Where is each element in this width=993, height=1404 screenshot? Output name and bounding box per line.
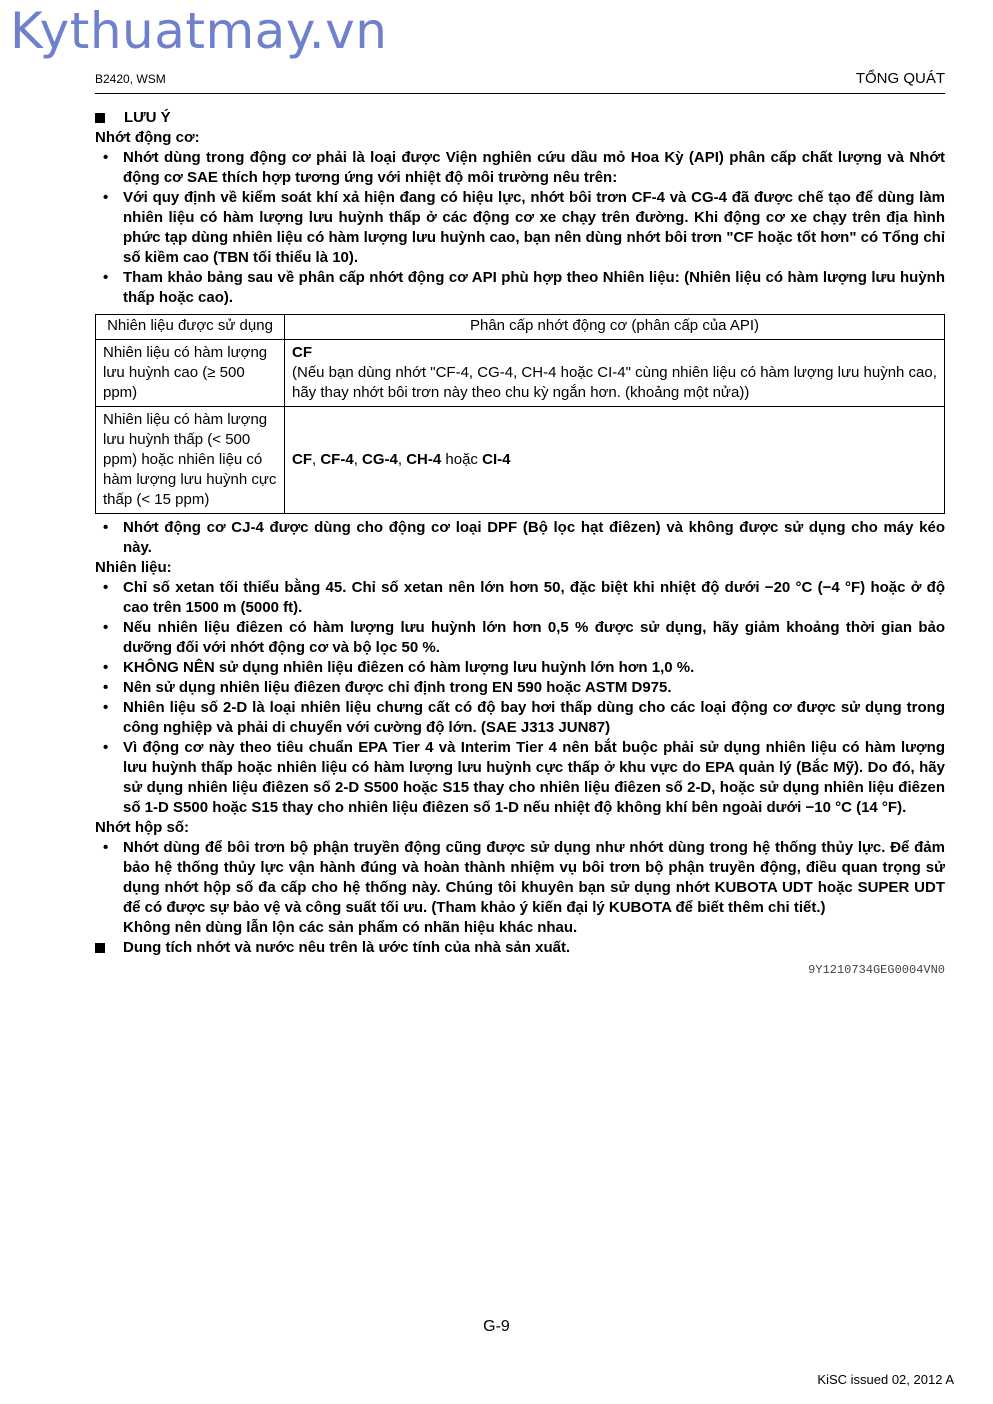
list-item: • Nên sử dụng nhiên liệu điêzen được chỉ định trong EN 590 hoặc ASTM D975. bbox=[103, 679, 672, 696]
page-number: G-9 bbox=[483, 1318, 510, 1335]
list-item: • Nhớt động cơ CJ-4 được dùng cho động cơ loại DPF (Bộ lọc hạt điêzen) và không được sử dụng cho máy kéo này. bbox=[103, 519, 945, 556]
transmission-oil-label: Nhớt hộp số: bbox=[95, 819, 189, 836]
note-heading bbox=[95, 108, 945, 128]
header-model: B2420, WSM bbox=[95, 72, 166, 86]
square-bullet-icon bbox=[95, 113, 105, 123]
table-cell-fuel: Nhiên liệu có hàm lượng lưu huỳnh thấp (< 500 ppm) hoặc nhiên liệu có hàm lượng lưu huỳnh cực thấp (< 15 ppm) bbox=[96, 407, 285, 514]
table-cell-fuel: Nhiên liệu có hàm lượng lưu huỳnh cao (≥ 500 ppm) bbox=[96, 340, 285, 407]
table-header-row bbox=[96, 315, 945, 340]
list-item: • Nếu nhiên liệu điêzen có hàm lượng lưu huỳnh lớn hơn 0,5 % được sử dụng, hãy giảm khoảng thời gian bảo dưỡng đối với nhớt động cơ và bộ lọc 50 %. bbox=[103, 619, 945, 656]
table-cell-grade: CF (Nếu bạn dùng nhớt "CF-4, CG-4, CH-4 hoặc CI-4" cùng nhiên liệu có hàm lượng lưu huỳnh cao, hãy thay nhớt bôi trơn này theo chu kỳ ngắn hơn. (khoảng một nửa)) bbox=[285, 340, 945, 407]
list-item: • Vì động cơ này theo tiêu chuẩn EPA Tier 4 và Interim Tier 4 nên bắt buộc phải sử dụng nhiên liệu có hàm lượng lưu huỳnh thấp hoặc nhiên liệu có hàm lượng lưu huỳnh cực thấp ở khu vực do EPA quản lý (Bắc Mỹ). Do đó, hãy sử dụng nhiên liệu điêzen số 2-D S500 hoặc S15 thay cho nhiên liệu điêzen số 2-D, hoặc sử dụng nhiên liệu điêzen số 1-D S500 hoặc S15 thay cho nhiên liệu điêzen số 1-D nếu nhiệt độ không khí bên ngoài dưới −10 °C (14 °F). bbox=[103, 739, 945, 816]
capacity-note-text: Dung tích nhớt và nước nêu trên là ước tính của nhà sản xuất. bbox=[123, 939, 571, 956]
list-item: • Nhớt dùng để bôi trơn bộ phận truyền động cũng được sử dụng như nhớt dùng trong hệ thống thủy lực. Để đảm bảo hệ thống thủy lực vận hành đúng và hoàn thành nhiệm vụ bôi trơn bộ phận truyền động, điều quan trọng sử dụng nhớt hộp số đa cấp cho hệ thống này. Chúng tôi khuyên bạn sử dụng nhớt KUBOTA UDT hoặc SUPER UDT để có được sự bảo vệ và công suất tối ưu. (Tham khảo ý kiến đại lý KUBOTA để biết thêm chi tiết.) bbox=[103, 839, 945, 916]
table-header-grade: Phân cấp nhớt động cơ (phân cấp của API) bbox=[285, 315, 945, 340]
list-item: • Với quy định về kiểm soát khí xả hiện đang có hiệu lực, nhớt bôi trơn CF-4 và CG-4 đã được chế tạo để dùng làm nhiên liệu có hàm lượng lưu huỳnh thấp ở các động cơ xe chạy trên đường. Khi động cơ xe chạy trên địa hình phức tạp dùng nhiên liệu có hàm lượng lưu huỳnh cao, bạn nên dùng nhớt bôi trơn "CF hoặc tốt hơn" có Tổng chỉ số kiềm cao (TBN tối thiểu là 10). bbox=[103, 189, 945, 266]
list-item: • Nhớt dùng trong động cơ phải là loại được Viện nghiên cứu dầu mỏ Hoa Kỳ (API) phân cấp chất lượng và Nhớt động cơ SAE thích hợp tương ứng với nhiệt độ môi trường nêu trên: bbox=[103, 149, 945, 186]
table-row bbox=[96, 340, 945, 407]
header-section-title: TỔNG QUÁT bbox=[855, 70, 945, 87]
watermark-logo: Kythuatmay.vn bbox=[10, 2, 388, 60]
page-content bbox=[95, 108, 945, 980]
fuel-label: Nhiên liệu: bbox=[95, 559, 172, 576]
document-code: 9Y1210734GEG0004VN0 bbox=[808, 963, 945, 977]
table-cell-grade: CF, CF-4, CG-4, CH-4 hoặc CI-4 bbox=[285, 407, 945, 514]
table-row bbox=[96, 407, 945, 514]
list-item: • KHÔNG NÊN sử dụng nhiên liệu điêzen có hàm lượng lưu huỳnh lớn hơn 1,0 %. bbox=[103, 659, 695, 676]
note-heading-text: LƯU Ý bbox=[124, 109, 171, 126]
oil-classification-table bbox=[95, 314, 945, 514]
issue-note: KiSC issued 02, 2012 A bbox=[817, 1372, 954, 1387]
header-rule bbox=[95, 93, 945, 94]
list-item: • Tham khảo bảng sau về phân cấp nhớt động cơ API phù hợp theo Nhiên liệu: (Nhiên liệu có hàm lượng lưu huỳnh thấp hoặc cao). bbox=[103, 269, 945, 306]
square-bullet-icon bbox=[95, 943, 105, 953]
table-header-fuel: Nhiên liệu được sử dụng bbox=[96, 315, 285, 340]
capacity-note bbox=[95, 938, 945, 958]
list-item: • Chỉ số xetan tối thiểu bằng 45. Chỉ số xetan nên lớn hơn 50, đặc biệt khi nhiệt độ dưới −20 °C (−4 °F) hoặc ở độ cao trên 1500 m (5000 ft). bbox=[103, 579, 945, 616]
transmission-oil-extra: Không nên dùng lẫn lộn các sản phẩm có nhãn hiệu khác nhau. bbox=[123, 919, 578, 936]
engine-oil-label: Nhớt động cơ: bbox=[95, 129, 200, 146]
list-item: • Nhiên liệu số 2-D là loại nhiên liệu chưng cất có độ bay hơi thấp dùng cho các loại động cơ được sử dụng trong công nghiệp và phải di chuyển với cường độ lớn. (SAE J313 JUN87) bbox=[103, 699, 945, 736]
